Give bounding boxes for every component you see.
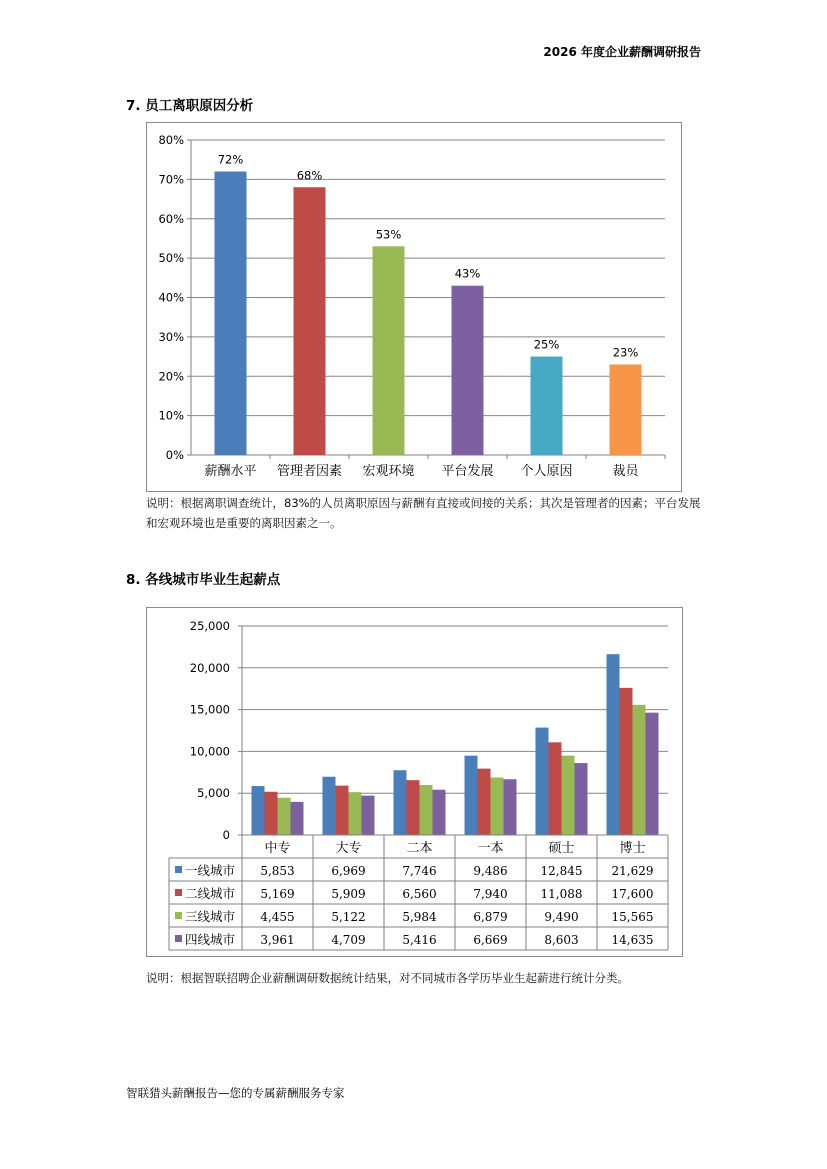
table-header-cell: 一本	[477, 841, 504, 856]
bar-一线城市-大专	[323, 777, 336, 835]
bar-三线城市-二本	[420, 785, 433, 835]
y-tick-label: 80%	[158, 133, 184, 147]
legend-label: 一线城市	[185, 863, 236, 878]
table-cell: 4,455	[260, 910, 295, 924]
bar-四线城市-中专	[291, 802, 304, 835]
table-cell: 5,122	[331, 910, 366, 924]
table-cell: 9,490	[544, 910, 579, 924]
bar-四线城市-博士	[646, 713, 659, 835]
table-cell: 4,709	[331, 933, 366, 947]
legend-label: 三线城市	[185, 909, 236, 924]
salary-chart-frame	[146, 607, 683, 957]
bar-二线城市-中专	[265, 792, 278, 835]
bar-个人原因	[531, 357, 563, 455]
y-tick-label: 40%	[158, 290, 184, 305]
table-cell: 11,088	[540, 887, 583, 901]
x-category-label: 个人原因	[520, 464, 573, 479]
table-cell: 9,486	[473, 864, 508, 878]
bar-二线城市-一本	[478, 769, 491, 835]
x-category-label: 平台发展	[441, 464, 494, 479]
y-tick-label: 0	[222, 828, 230, 842]
y-tick-label: 15,000	[189, 702, 230, 717]
table-header-cell: 博士	[619, 841, 646, 856]
table-cell: 5,169	[260, 887, 295, 901]
table-cell: 5,984	[402, 910, 437, 924]
section-8-note: 说明：根据智联招聘企业薪酬调研数据统计结果，对不同城市各学历毕业生起薪进行统计分类。	[146, 971, 629, 985]
table-cell: 5,909	[331, 887, 366, 901]
bar-三线城市-硕士	[562, 756, 575, 835]
resignation-chart-frame	[146, 122, 682, 492]
table-cell: 6,669	[473, 933, 508, 947]
legend-label: 二线城市	[185, 886, 236, 901]
bar-data-label: 72%	[217, 152, 244, 167]
section-8-title: 8. 各线城市毕业生起薪点	[126, 572, 281, 588]
bar-平台发展	[452, 286, 484, 455]
section-7-title: 7. 员工离职原因分析	[126, 98, 254, 114]
y-tick-label: 30%	[158, 329, 184, 344]
section-7-note: 说明：根据离职调查统计，83%的人员离职原因与薪酬有直接或间接的关系；其次是管理者的因素；平台发展和宏观环境也是重要的离职因素之一。	[146, 496, 701, 530]
table-cell: 8,603	[544, 933, 579, 947]
legend-swatch-二线城市	[175, 889, 182, 896]
bar-data-label: 23%	[612, 345, 639, 360]
table-cell: 3,961	[260, 933, 295, 947]
y-tick-label: 20,000	[189, 660, 230, 675]
bar-二线城市-博士	[620, 688, 633, 835]
bar-四线城市-二本	[433, 790, 446, 835]
table-cell: 6,560	[402, 887, 437, 901]
table-cell: 5,416	[402, 933, 437, 947]
legend-label: 四线城市	[185, 932, 236, 947]
table-cell: 17,600	[611, 887, 654, 901]
y-tick-label: 20%	[158, 369, 184, 384]
table-cell: 12,845	[540, 864, 583, 878]
legend-swatch-三线城市	[175, 912, 182, 919]
bar-薪酬水平	[215, 172, 247, 456]
bar-四线城市-硕士	[575, 763, 588, 835]
bar-裁员	[610, 364, 642, 455]
y-tick-label: 60%	[158, 211, 184, 226]
graduate-salary-chart	[147, 608, 681, 955]
y-tick-label: 10,000	[189, 744, 230, 759]
y-tick-label: 70%	[158, 172, 184, 187]
bar-四线城市-一本	[504, 779, 517, 835]
bar-一线城市-博士	[607, 654, 620, 835]
table-cell: 6,879	[473, 910, 508, 924]
legend-swatch-一线城市	[175, 866, 182, 873]
table-header-cell: 硕士	[548, 841, 575, 856]
y-tick-label: 25,000	[189, 619, 230, 633]
table-header-cell: 二本	[406, 841, 433, 856]
y-tick-label: 10%	[158, 408, 184, 423]
bar-一线城市-中专	[252, 786, 265, 835]
table-cell: 14,635	[611, 933, 654, 947]
bar-一线城市-二本	[394, 770, 407, 835]
x-category-label: 管理者因素	[276, 464, 343, 479]
bar-一线城市-一本	[465, 756, 478, 835]
report-header-title: 2026 年度企业薪酬调研报告	[543, 45, 701, 59]
footer-text: 智联猎头薪酬报告—您的专属薪酬服务专家	[126, 1086, 345, 1100]
bar-四线城市-大专	[362, 796, 375, 835]
bar-宏观环境	[373, 246, 405, 455]
bar-data-label: 43%	[454, 266, 481, 281]
table-header-cell: 大专	[335, 841, 362, 856]
bar-一线城市-硕士	[536, 728, 549, 835]
bar-管理者因素	[294, 187, 326, 455]
table-header-cell: 中专	[264, 841, 291, 856]
resignation-reasons-chart	[147, 123, 680, 490]
table-cell: 7,746	[402, 864, 437, 878]
bar-data-label: 53%	[375, 227, 402, 242]
y-tick-label: 50%	[158, 251, 184, 266]
table-cell: 5,853	[260, 864, 295, 878]
bar-三线城市-博士	[633, 705, 646, 835]
bar-三线城市-中专	[278, 798, 291, 835]
bar-data-label: 25%	[533, 337, 560, 352]
bar-三线城市-一本	[491, 777, 504, 835]
bar-二线城市-大专	[336, 786, 349, 835]
bar-二线城市-硕士	[549, 742, 562, 835]
x-category-label: 宏观环境	[362, 464, 415, 479]
table-cell: 6,969	[331, 864, 366, 878]
y-tick-label: 0%	[165, 448, 184, 462]
x-category-label: 薪酬水平	[204, 464, 257, 479]
y-tick-label: 5,000	[197, 786, 230, 801]
bar-二线城市-二本	[407, 780, 420, 835]
table-cell: 7,940	[473, 887, 508, 901]
bar-三线城市-大专	[349, 792, 362, 835]
table-cell: 21,629	[611, 864, 654, 878]
table-cell: 15,565	[611, 910, 654, 924]
bar-data-label: 68%	[296, 168, 323, 183]
legend-swatch-四线城市	[175, 935, 182, 942]
x-category-label: 裁员	[612, 464, 639, 479]
